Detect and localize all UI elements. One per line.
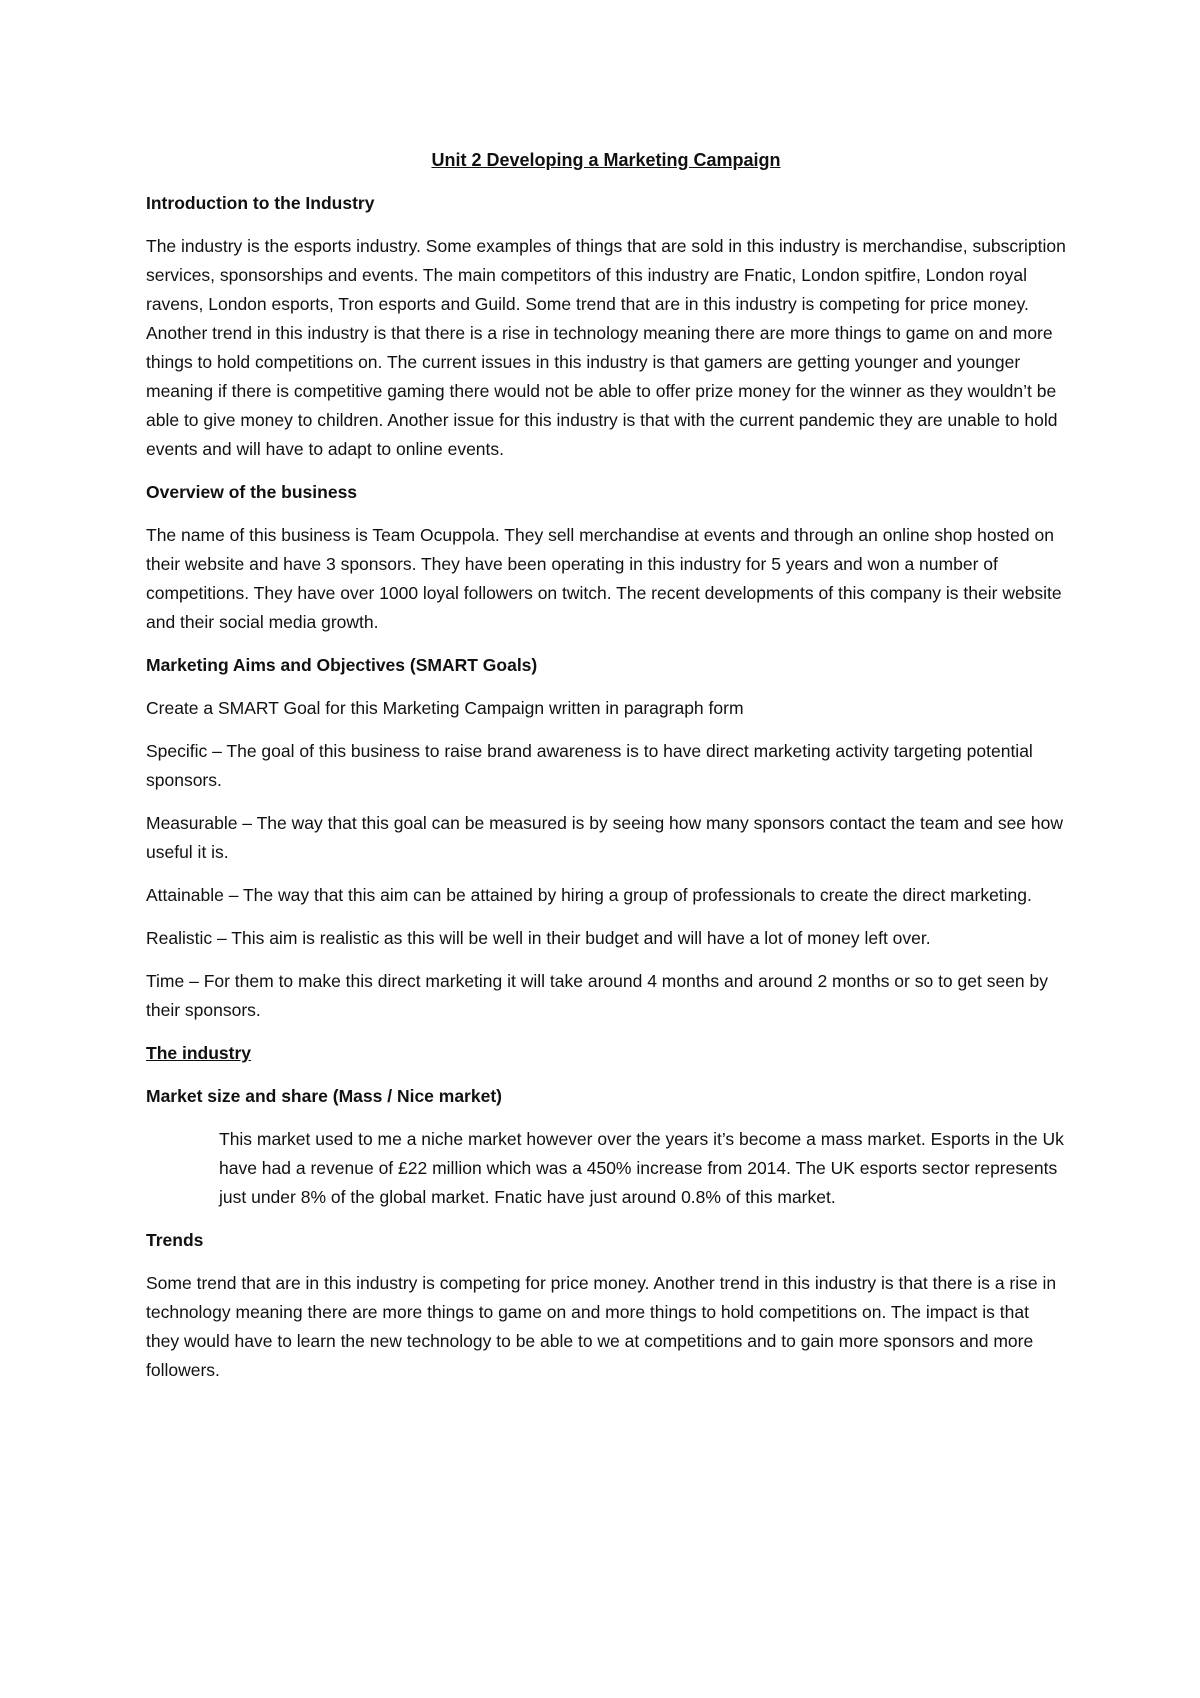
paragraph-attainable: Attainable – The way that this aim can be attained by hiring a group of professionals to create the direct marketing.	[146, 885, 1032, 905]
heading-the-industry: The industry	[146, 1043, 252, 1063]
document-page	[146, 146, 1066, 1399]
document-title: Unit 2 Developing a Marketing Campaign	[431, 150, 781, 170]
paragraph-introduction: The industry is the esports industry. Some examples of things that are sold in this industry is merchandise, subscription services, sponsorships and events. The main competitors of this industry are Fnatic, London spitfire, London royal ravens, London esports, Tron esports and Guild. Some trend that are in this industry is competing for price money. Another trend in this industry is that there is a rise in technology meaning there are more things to game on and more things to hold competitions on. The current issues in this industry is that gamers are getting younger and younger meaning if there is competitive gaming there would not be able to offer prize money for the winner as they wouldn’t be able to give money to children. Another issue for this industry is that with the current pandemic they are unable to hold events and will have to adapt to online events.	[146, 236, 1066, 459]
heading-trends: Trends	[146, 1230, 204, 1250]
paragraph-time: Time – For them to make this direct marketing it will take around 4 months and around 2 months or so to get seen by their sponsors.	[146, 971, 1049, 1020]
heading-smart-goals: Marketing Aims and Objectives (SMART Goals)	[146, 655, 538, 675]
paragraph-measurable: Measurable – The way that this goal can be measured is by seeing how many sponsors contact the team and see how useful it is.	[146, 813, 1064, 862]
paragraph-realistic: Realistic – This aim is realistic as this will be well in their budget and will have a lot of money left over.	[146, 928, 931, 948]
heading-market-size: Market size and share (Mass / Nice market)	[146, 1086, 502, 1106]
paragraph-specific: Specific – The goal of this business to raise brand awareness is to have direct marketing activity targeting potential sponsors.	[146, 741, 1033, 790]
heading-introduction: Introduction to the Industry	[146, 193, 375, 213]
paragraph-trends: Some trend that are in this industry is competing for price money. Another trend in this industry is that there is a rise in technology meaning there are more things to game on and more things to hold competitions on. The impact is that they would have to learn the new technology to be able to we at competitions and to gain more sponsors and more followers.	[146, 1273, 1057, 1380]
paragraph-smart-intro: Create a SMART Goal for this Marketing Campaign written in paragraph form	[146, 698, 744, 718]
heading-overview: Overview of the business	[146, 482, 358, 502]
paragraph-market-size: This market used to me a niche market however over the years it’s become a mass market. Esports in the Uk have had a revenue of £22 million which was a 450% increase from 2014. The UK esports sector represents just under 8% of the global market. Fnatic have just around 0.8% of this market.	[219, 1129, 1064, 1207]
paragraph-overview: The name of this business is Team Ocuppola. They sell merchandise at events and through an online shop hosted on their website and have 3 sponsors. They have been operating in this industry for 5 years and won a number of competitions. They have over 1000 loyal followers on twitch. The recent developments of this company is their website and their social media growth.	[146, 525, 1062, 632]
